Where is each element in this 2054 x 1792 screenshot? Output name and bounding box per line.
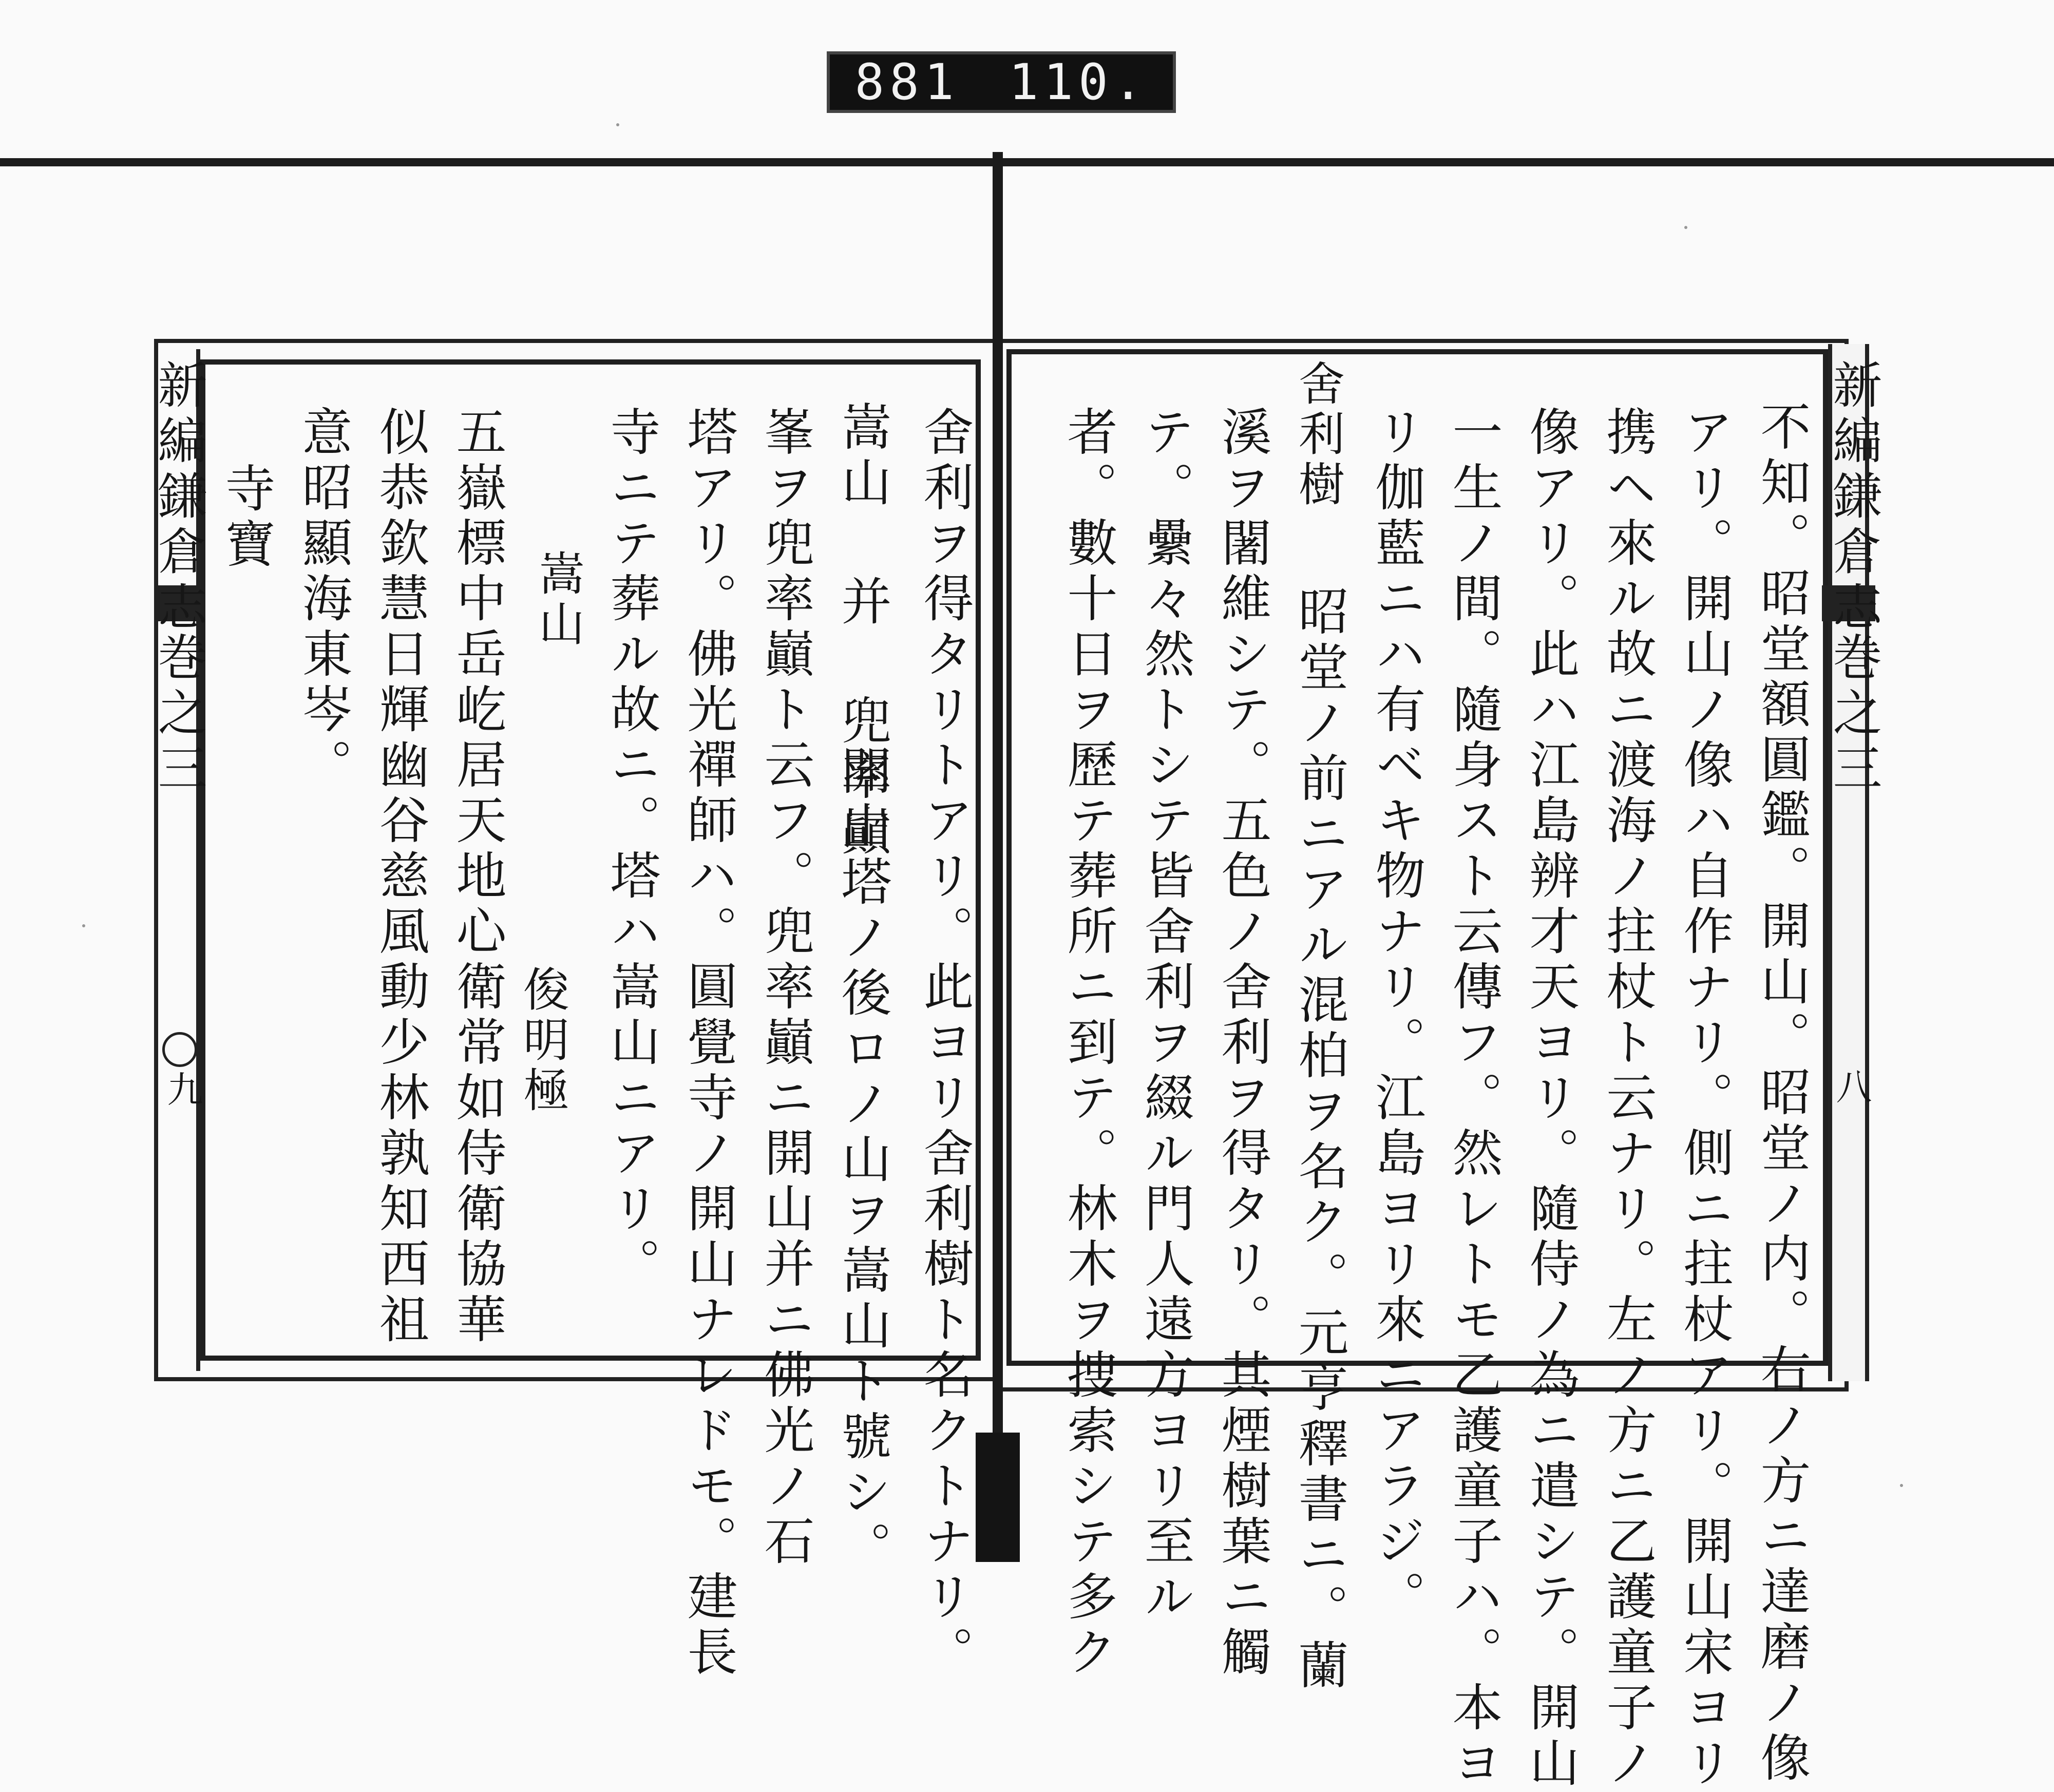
left-text-column: 俊明極 (515, 965, 569, 1116)
left-text-column: 嵩山 (530, 549, 584, 650)
right-text-column: 溪ヲ闍維シテ。五色ノ舍利ヲ得タリ。其煙樹葉ニ觸 (1213, 406, 1271, 1681)
left-text-column: 塔アリ。佛光禪師ハ。圓覺寺ノ開山ナレドモ。建長 (679, 406, 737, 1681)
right-text-column: 一生ノ間。隨身スト云傳フ。然レトモ乙護童子ハ。本ヨ (1444, 406, 1503, 1792)
right-text-column: 者。數十日ヲ歷テ葬所ニ到テ。林木ヲ捜索シテ多ク (1059, 406, 1117, 1681)
left-folio-circle-icon (162, 1032, 197, 1067)
left-book-title: 新編鎌倉志 (150, 359, 207, 637)
left-text-column: 意昭顯海東岑。 (294, 406, 352, 794)
right-text-column: 舍利樹 (1290, 359, 1344, 510)
right-volume-label: 巻之三 (1825, 632, 1882, 798)
top-rule (0, 158, 2054, 166)
right-text-column: テ。纍々然トシテ皆舍利ヲ綴ル門人遠方ヨリ至ル (1136, 406, 1194, 1626)
scan-speck (1684, 226, 1687, 229)
left-text-column: 峯ヲ兜率巓ト云フ。兜率巓ニ開山并ニ佛光ノ石 (756, 406, 814, 1570)
left-text-column: 嵩山 并 兜率巓 (833, 401, 891, 861)
spine-mark (976, 1433, 1020, 1562)
right-text-column: アリ。開山ノ像ハ自作ナリ。側ニ拄杖アリ。開山宋ヨリ (1675, 406, 1734, 1792)
left-folio-number: 九 (161, 1071, 203, 1112)
right-folio-number: 八 (1830, 1068, 1872, 1109)
left-text-column: 寺寶 (217, 462, 275, 573)
left-text-column: 開山塔ノ後ロノ山ヲ嵩山ト號シ。 (833, 745, 891, 1576)
catalog-number-right: 110. (1009, 53, 1148, 111)
right-book-title: 新編鎌倉志 (1825, 359, 1882, 637)
scan-speck (616, 123, 619, 126)
scan-speck (82, 924, 85, 927)
right-text-column: 像アリ。此ハ江島辨才天ヨリ。隨侍ノ為ニ遣シテ。開山 (1521, 406, 1580, 1792)
scan-speck (1900, 1484, 1903, 1487)
right-text-column: 昭堂ノ前ニアル混柏ヲ名ク。元亨釋書ニ。蘭 (1290, 585, 1348, 1694)
catalog-label (827, 51, 1176, 113)
right-text-column: 携ヘ來ル故ニ渡海ノ拄杖ト云ナリ。左ノ方ニ乙護童子ノ (1598, 406, 1657, 1792)
left-text-column: 舍利ヲ得タリトアリ。此ヨリ舍利樹ト名クトナリ。 (915, 406, 974, 1681)
right-text-column: リ伽藍ニハ有ベキ物ナリ。江島ヨリ來ニアラジ。 (1367, 406, 1425, 1626)
left-volume-label: 巻之三 (150, 632, 207, 798)
right-text-column: 不知。昭堂額圓鑑。開山。昭堂ノ内。右ノ方ニ達磨ノ像 (1752, 401, 1811, 1787)
left-text-column: 似恭欽慧日輝幽谷慈風動少林孰知西祖 (371, 406, 429, 1348)
left-text-column: 五嶽標中岳屹居天地心衛常如侍衛協華 (448, 406, 506, 1348)
book-spine (993, 152, 1003, 1562)
catalog-number-left: 881 (854, 53, 959, 111)
left-text-column: 寺ニテ葬ル故ニ。塔ハ嵩山ニアリ。 (602, 406, 660, 1293)
